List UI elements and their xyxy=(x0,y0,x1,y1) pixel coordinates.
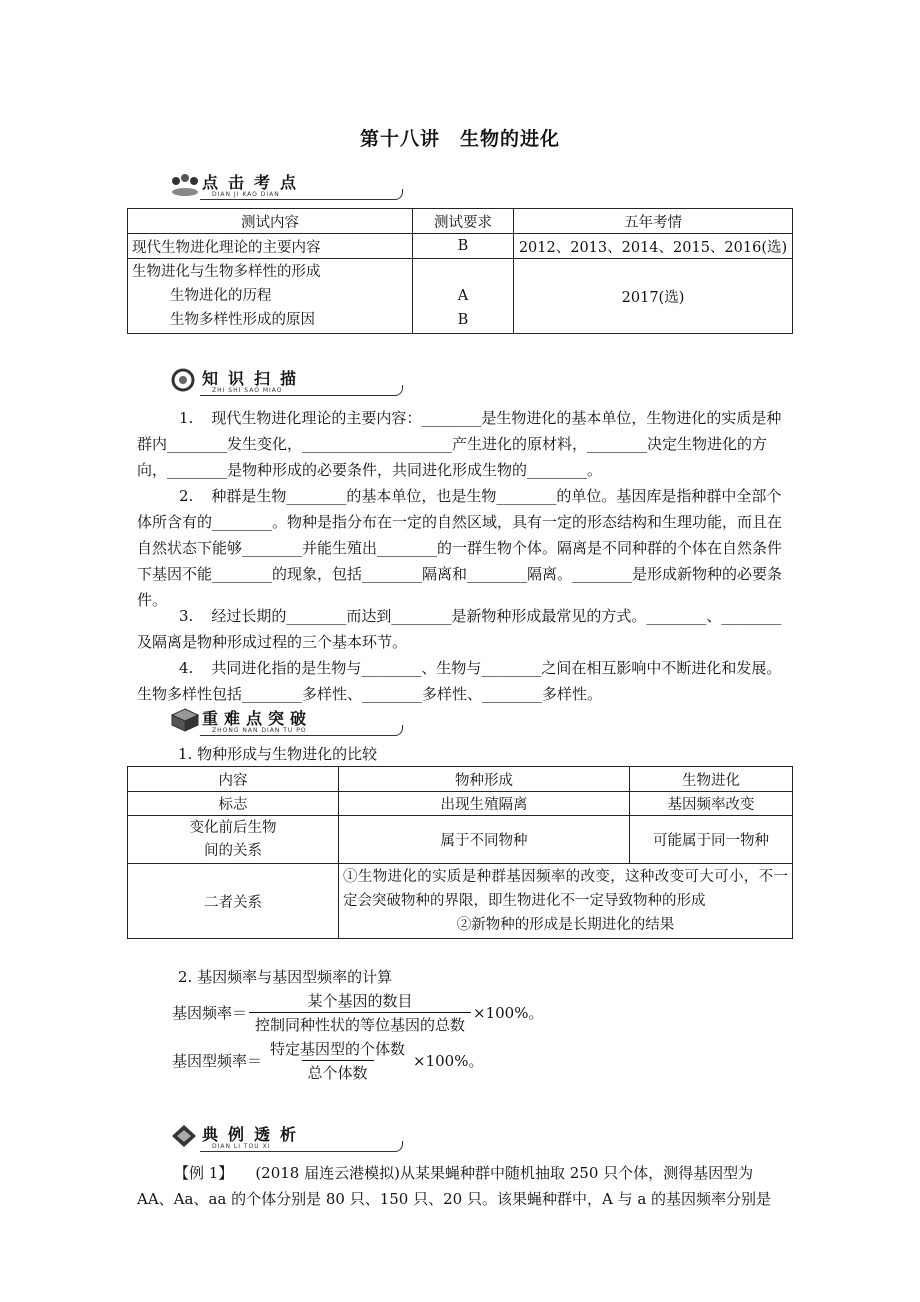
section-badge-zhi-shi-sao-miao xyxy=(170,366,410,398)
cell-line: 生物进化的历程 xyxy=(170,288,272,304)
item-number: 3. xyxy=(179,607,194,625)
formula-rhs: ×100%。 xyxy=(473,1004,544,1022)
item-number: 4. xyxy=(179,659,194,677)
fraction-denominator: 总个体数 xyxy=(302,1060,374,1083)
fraction-numerator: 某个基因的数目 xyxy=(307,992,413,1010)
table-header: 生物进化 xyxy=(630,767,793,792)
cell-line: 生物多样性形成的原因 xyxy=(170,312,315,328)
table-cell: 基因频率改变 xyxy=(630,792,793,816)
item-number: 1. xyxy=(179,409,194,427)
cell-line: A xyxy=(457,288,469,304)
table-cell: 属于不同物种 xyxy=(339,816,630,864)
cell-line: 变化前后生物 xyxy=(189,819,277,836)
fraction-denominator: 控制同种性状的等位基因的总数 xyxy=(249,1012,471,1035)
table-header: 五年考情 xyxy=(514,209,793,234)
section-label: 点击考点 xyxy=(202,173,307,192)
formula-lhs: 基因频率＝ xyxy=(172,1004,248,1022)
section-pinyin: ZHONG NAN DIAN TU PO xyxy=(212,727,307,734)
gene-frequency-formula xyxy=(172,990,543,1035)
section-label: 知识扫描 xyxy=(202,369,307,388)
fraction-numerator: 特定基因型的个体数 xyxy=(270,1040,406,1058)
knowledge-paragraph-3 xyxy=(137,603,787,655)
table-header: 测试内容 xyxy=(128,209,413,234)
section-pinyin: DIAN LI TOU XI xyxy=(212,1143,271,1150)
table-cell: 标志 xyxy=(128,792,339,816)
table-cell xyxy=(128,259,413,334)
formula-fraction xyxy=(264,1038,411,1083)
cell-line: B xyxy=(457,312,469,328)
section-badge-dian-ji-kao-dian xyxy=(170,170,410,202)
example-1 xyxy=(137,1160,787,1212)
table-cell xyxy=(413,259,514,334)
section-badge-dian-li-tou-xi xyxy=(170,1122,410,1154)
table-cell: 2017(选) xyxy=(514,259,793,334)
table-header: 内容 xyxy=(128,767,339,792)
cell-line: ①生物进化的实质是种群基因频率的改变，这种改变可大可小，不一定会突破物种的界限，即生物进化不一定导致物种的形成 xyxy=(343,869,788,909)
table-cell: 2012、2013、2014、2015、2016(选) xyxy=(514,234,793,259)
cell-line: 间的关系 xyxy=(204,842,262,859)
knowledge-paragraph-1 xyxy=(137,405,787,483)
item-number: 2. xyxy=(179,487,194,505)
table-cell xyxy=(339,864,793,939)
calc-heading: 2. 基因频率与基因型频率的计算 xyxy=(178,968,393,986)
paragraph-text: 种群是生物________的基本单位，也是生物________的单位。基因库是指种群中全部个体所含有的________。物种是指分布在一定的自然区域，具有一定的形态结构和生理功能，而且在自然状态下能够________并能生殖出________的一群生物个体。隔离是不同种群的个体在自然条件下基因不能________的现象，包括________隔离和________隔离。________是形成新物种的必要条件。 xyxy=(137,487,783,609)
table-cell xyxy=(128,816,339,864)
comparison-table xyxy=(127,766,793,939)
example-text: (2018 届连云港模拟)从某果蝇种群中随机抽取 250 只个体，测得基因型为 AA、Aa、aa 的个体分别是 80 只、150 只、20 只。该果蝇种群中，A 与 a 的基因频率分别是 xyxy=(137,1164,772,1208)
knowledge-paragraph-4 xyxy=(137,655,787,707)
swirl-emblem-icon xyxy=(170,368,200,392)
knowledge-paragraph-2 xyxy=(137,483,787,613)
cell-line: 生物进化与生物多样性的形成 xyxy=(132,264,321,280)
section-pinyin: ZHI SHI SAO MIAO xyxy=(212,387,283,394)
paragraph-text: 共同进化指的是生物与________、生物与________之间在相互影响中不断进化和发展。生物多样性包括________多样性、________多样性、________多样性。 xyxy=(137,659,782,703)
section-label: 重难点突破 xyxy=(202,709,313,728)
paragraph-text: 现代生物进化理论的主要内容：________是生物进化的基本单位，生物进化的实质是种群内________发生变化，____________________产生进化的原材料，________决定生物进化的方向，________是物种形成的必要条件，共同进化形成生物的________。 xyxy=(137,409,782,479)
table-cell: 二者关系 xyxy=(128,864,339,939)
table-cell: B xyxy=(413,234,514,259)
compare-heading: 1. 物种形成与生物进化的比较 xyxy=(178,745,378,763)
table-cell: 出现生殖隔离 xyxy=(339,792,630,816)
formula-fraction xyxy=(249,990,471,1035)
formula-rhs: ×100%。 xyxy=(413,1052,484,1070)
example-label: 【例 1】 xyxy=(174,1164,234,1182)
diamond-emblem-icon xyxy=(170,1124,200,1148)
section-badge-zhong-nan-dian-tu-po xyxy=(170,706,410,738)
section-label: 典例透析 xyxy=(202,1125,307,1144)
table-header: 物种形成 xyxy=(339,767,630,792)
cube-emblem-icon xyxy=(170,708,200,732)
paragraph-text: 经过长期的________而达到________是新物种形成最常见的方式。________、________及隔离是物种形成过程的三个基本环节。 xyxy=(137,607,782,651)
exam-point-table xyxy=(127,208,793,334)
table-cell: 现代生物进化理论的主要内容 xyxy=(128,234,413,259)
section-pinyin: DIAN JI KAO DIAN xyxy=(212,191,280,198)
table-header: 测试要求 xyxy=(413,209,514,234)
table-cell: 可能属于同一物种 xyxy=(630,816,793,864)
formula-lhs: 基因型频率＝ xyxy=(172,1052,263,1070)
people-emblem-icon xyxy=(170,172,200,196)
genotype-frequency-formula xyxy=(172,1038,483,1083)
cell-line: ②新物种的形成是长期进化的结果 xyxy=(456,917,675,933)
page-title: 第十八讲 生物的进化 xyxy=(359,128,560,150)
